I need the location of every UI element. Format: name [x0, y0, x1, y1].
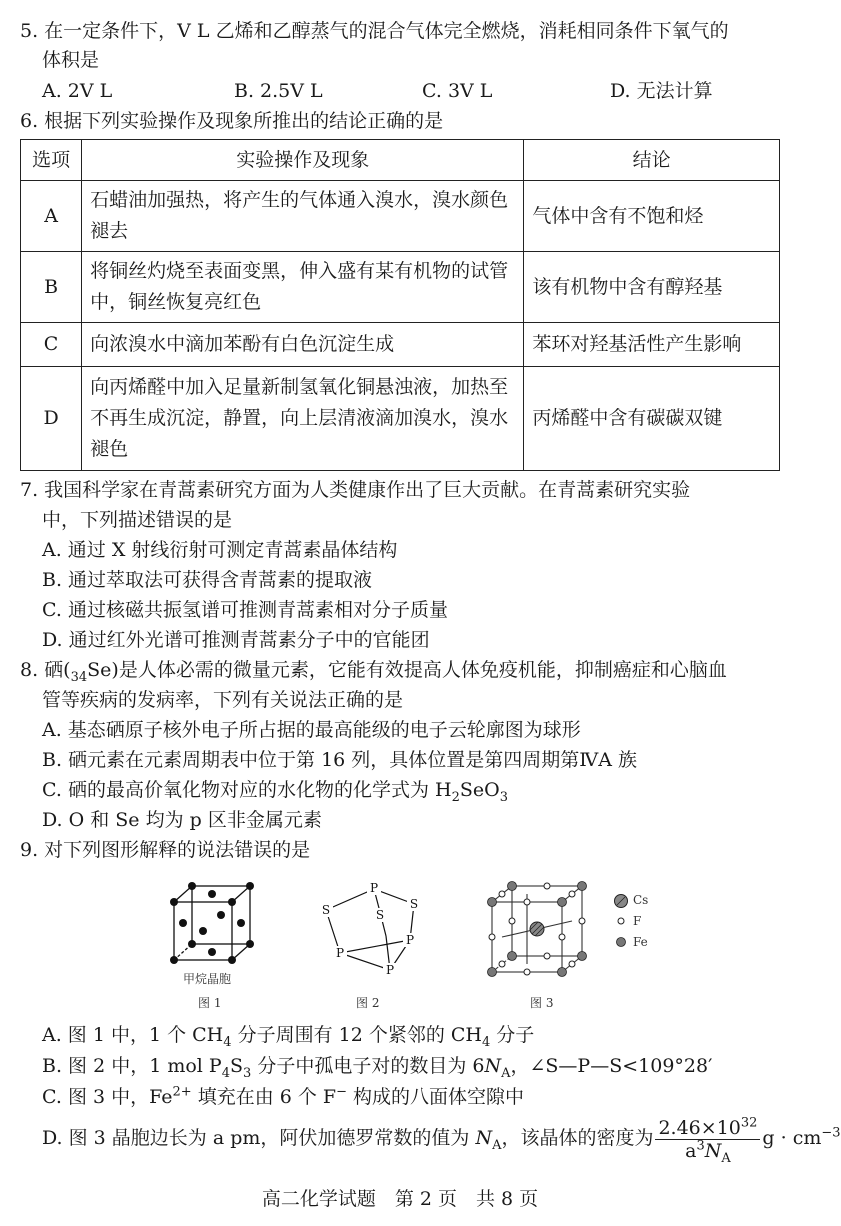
- q9-b-na: N: [484, 1055, 502, 1077]
- atom-s-left: S: [321, 903, 331, 917]
- q8-option-c-sub2: 3: [499, 789, 508, 805]
- row-a-option: A: [21, 181, 82, 252]
- row-c-option: C: [21, 323, 82, 367]
- header-operation: 实验操作及现象: [82, 140, 524, 181]
- figure-2-label: 图 2: [356, 996, 380, 1010]
- row-c-operation: 向浓溴水中滴加苯酚有白色沉淀生成: [82, 323, 524, 367]
- figure-1-methane-cell: [160, 876, 260, 976]
- atom-s-right: S: [409, 897, 419, 911]
- row-a-operation: 石蜡油加强热，将产生的气体通入溴水，溴水颜色褪去: [82, 181, 524, 252]
- q8-stem-line1: [20, 657, 727, 683]
- row-d-conclusion: 丙烯醛中含有碳碳双键: [524, 367, 780, 471]
- q9-b-sub2: 3: [243, 1065, 252, 1081]
- q8-option-c-sub: 2: [451, 789, 460, 805]
- q9-stem: 9. 对下列图形解释的说法错误的是: [20, 839, 311, 861]
- fraction-numerator: [655, 1117, 760, 1140]
- row-a-conclusion: 气体中含有不饱和烃: [524, 181, 780, 252]
- table-row: [21, 367, 780, 471]
- q9-a-mid: 分子周围有 12 个紧邻的 CH: [231, 1024, 482, 1046]
- q9-c-pre: C. 图 3 中，Fe: [42, 1086, 173, 1108]
- q8-option-c-pre: C. 硒的最高价氧化物对应的水化物的化学式为 H: [42, 779, 452, 801]
- q8-option-a: A. 基态硒原子核外电子所占据的最高能级的电子云轮廓图为球形: [42, 719, 581, 741]
- q9-c-sup2: −: [336, 1084, 348, 1100]
- row-d-option: D: [21, 367, 82, 471]
- q5-choice-c: C. 3V L: [422, 80, 493, 102]
- q5-choice-d: D. 无法计算: [610, 80, 713, 102]
- figure-3-legend-symbols: [612, 892, 630, 954]
- q9-b-mid: S: [229, 1055, 244, 1077]
- row-b-operation: 将铜丝灼烧至表面变黑，伸入盛有某有机物的试管中，铜丝恢复亮红色: [82, 252, 524, 323]
- atom-p-bottom: P: [385, 963, 395, 977]
- figure-1-label: 图 1: [198, 996, 222, 1010]
- denominator-exponent: 3: [696, 1138, 705, 1154]
- atom-p-right: P: [405, 933, 415, 947]
- q9-a-post: 分子: [490, 1024, 535, 1046]
- atom-p-top: P: [369, 881, 379, 895]
- q9-b-pre: B. 图 2 中，1 mol P: [42, 1055, 222, 1077]
- figure-3-label: 图 3: [530, 996, 554, 1010]
- q7-option-d: D. 通过红外光谱可推测青蒿素分子中的官能团: [42, 629, 430, 651]
- row-b-conclusion: 该有机物中含有醇羟基: [524, 252, 780, 323]
- q5-stem-line1: 5. 在一定条件下，V L 乙烯和乙醇蒸气的混合气体完全燃烧，消耗相同条件下氧气的: [20, 20, 729, 42]
- denominator-na: N: [704, 1139, 722, 1162]
- legend-fe: Fe: [633, 935, 648, 949]
- q5-stem-line2: 体积是: [42, 49, 100, 71]
- q9-b-mid2: 分子中孤电子对的数目为 6: [251, 1055, 485, 1077]
- numerator-value: 2.46×10: [658, 1116, 741, 1139]
- q9-a-pre: A. 图 1 中，1 个 CH: [42, 1024, 224, 1046]
- q5-choice-a: A. 2V L: [42, 80, 113, 102]
- q9-option-d: [42, 1113, 841, 1166]
- header-option: 选项: [21, 140, 82, 181]
- q5-choices: [42, 78, 742, 104]
- q9-d-na-sub: A: [492, 1137, 502, 1153]
- atom-p-left: P: [335, 946, 345, 960]
- density-unit: g · cm: [762, 1127, 822, 1149]
- q7-option-c: C. 通过核磁共振氢谱可推测青蒿素相对分子质量: [42, 599, 448, 621]
- figure-2-p4s3-molecule: [312, 880, 422, 985]
- table-row: [21, 323, 780, 367]
- q7-option-a: A. 通过 X 射线衍射可测定青蒿素晶体结构: [42, 539, 398, 561]
- q8-stem-line2: 管等疾病的发病率，下列有关说法正确的是: [42, 689, 404, 711]
- q9-option-a: [42, 1022, 534, 1048]
- table-header-row: [21, 140, 780, 181]
- q9-option-b: [42, 1053, 712, 1079]
- atom-s-middle: S: [375, 908, 385, 922]
- density-unit-exponent: −3: [821, 1125, 841, 1141]
- q9-b-post: ，∠S—P—S<109°28′: [510, 1055, 713, 1077]
- q9-b-sub: 4: [221, 1065, 230, 1081]
- q9-c-post: 构成的八面体空隙中: [347, 1086, 525, 1108]
- q7-option-b: B. 通过萃取法可获得含青蒿素的提取液: [42, 569, 373, 591]
- page-footer: 高二化学试题 第 2 页 共 8 页: [261, 1188, 539, 1210]
- legend-cs: Cs: [633, 893, 649, 907]
- q8-option-c: [42, 777, 508, 803]
- numerator-exponent: 32: [740, 1115, 758, 1131]
- row-d-operation: 向丙烯醛中加入足量新制氢氧化铜悬浊液，加热至不再生成沉淀，静置，向上层清液滴加溴水，溴水褪色: [82, 367, 524, 471]
- header-conclusion: 结论: [524, 140, 780, 181]
- q9-c-mid: 填充在由 6 个 F: [191, 1086, 337, 1108]
- table-row: [21, 181, 780, 252]
- q6-stem: 6. 根据下列实验操作及现象所推出的结论正确的是: [20, 110, 444, 132]
- denominator-a: a: [685, 1139, 697, 1162]
- denominator-na-sub: A: [721, 1150, 731, 1166]
- q8-option-b: B. 硒元素在元素周期表中位于第 16 列，具体位置是第四周期第ⅣA 族: [42, 749, 638, 771]
- q9-a-sub: 4: [223, 1034, 232, 1050]
- q9-option-c: [42, 1084, 524, 1110]
- legend-f: F: [633, 914, 642, 928]
- q7-stem-line1: 7. 我国科学家在青蒿素研究方面为人类健康作出了巨大贡献。在青蒿素研究实验: [20, 479, 691, 501]
- q9-b-na-sub: A: [501, 1065, 511, 1081]
- density-fraction: [655, 1115, 760, 1166]
- q9-d-mid: ，该晶体的密度为: [501, 1127, 654, 1149]
- q8-option-d: D. O 和 Se 均为 p 区非金属元素: [42, 809, 322, 831]
- q8-stem-pre: 8. 硒(: [20, 659, 71, 681]
- q9-c-sup: 2+: [172, 1084, 192, 1100]
- q8-atomic-number: 34: [70, 669, 88, 685]
- row-c-conclusion: 苯环对羟基活性产生影响: [524, 323, 780, 367]
- table-row: [21, 252, 780, 323]
- q9-d-pre: D. 图 3 晶胞边长为 a pm，阿伏加德罗常数的值为: [42, 1127, 476, 1149]
- fraction-denominator: [655, 1138, 760, 1166]
- q5-choice-b: B. 2.5V L: [234, 80, 323, 102]
- figure-1-caption: 甲烷晶胞: [183, 972, 232, 986]
- q8-stem-post: Se)是人体必需的微量元素，它能有效提高人体免疫机能，抑制癌症和心脑血: [87, 659, 727, 681]
- q9-d-na: N: [475, 1127, 493, 1149]
- q8-option-c-post: SeO: [459, 779, 500, 801]
- q6-table: [20, 139, 780, 471]
- q9-a-sub2: 4: [481, 1034, 491, 1050]
- row-b-option: B: [21, 252, 82, 323]
- figure-3-crystal-cell: [482, 876, 592, 984]
- q7-stem-line2: 中，下列描述错误的是: [42, 509, 233, 531]
